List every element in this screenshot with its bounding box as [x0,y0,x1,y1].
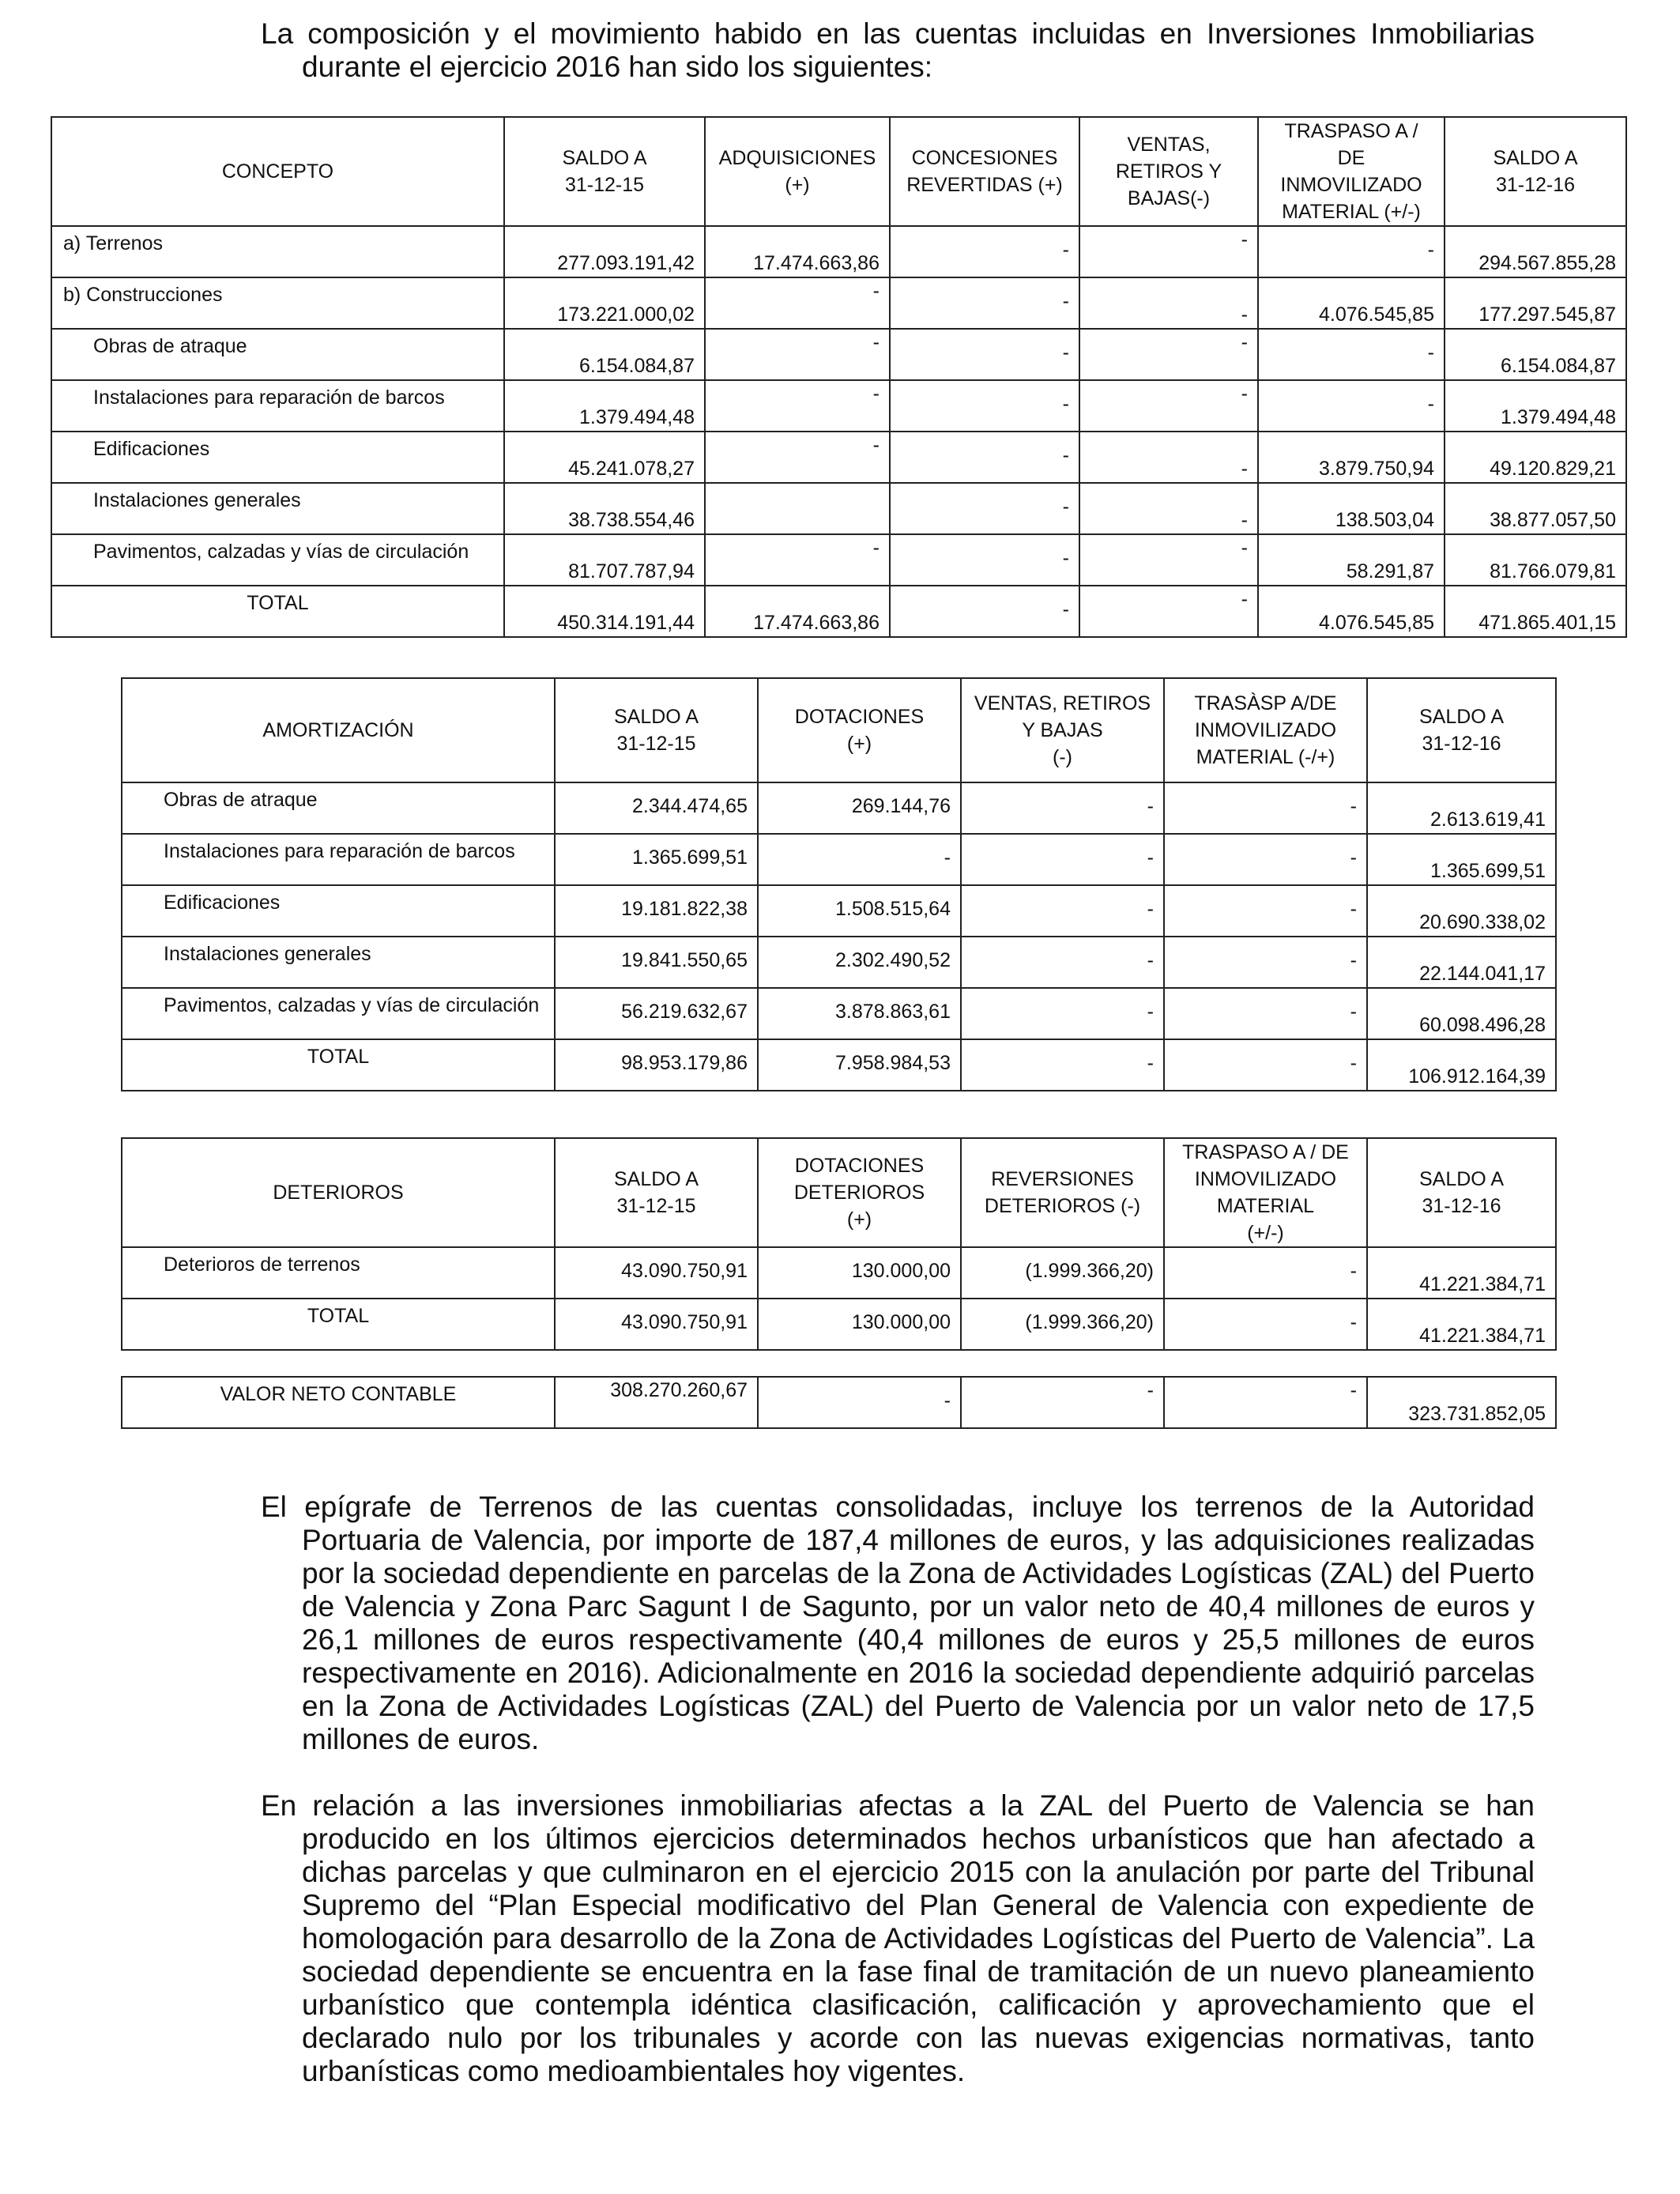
value: 1.379.494,48 [1501,406,1616,428]
value-cell [1164,988,1367,1039]
header-row [51,117,1626,226]
value: 1.365.699,51 [1430,860,1546,882]
value: (1.999.366,20) [1025,1260,1154,1282]
value: 1.365.699,51 [632,846,748,869]
balance-2015: 308.270.260,67 [610,1379,748,1401]
value-cell [1445,432,1626,483]
concept-cell: Edificaciones [51,432,504,483]
value-cell [1445,329,1626,380]
column-header: DOTACIONES DETERIOROS (+) [758,1138,961,1247]
column-header: SALDO A 31-12-15 [504,117,705,226]
value: 4.076.545,85 [1319,303,1434,326]
value-cell [890,380,1079,432]
value: 7.958.984,53 [835,1052,951,1074]
value: - [1350,949,1357,971]
value-cell: - [1147,1379,1154,1401]
value-cell [1164,1247,1367,1299]
value-cell [504,534,705,586]
value: 173.221.000,02 [557,303,695,326]
concept-cell: TOTAL [122,1039,555,1091]
table-row [122,937,1556,988]
value: 4.076.545,85 [1319,612,1434,634]
value-cell [705,277,890,329]
column-header: SALDO A 31-12-16 [1445,117,1626,226]
concept-cell: TOTAL [122,1299,555,1350]
value: - [1427,341,1434,364]
value-cell [1258,226,1445,277]
value-cell [1367,782,1556,834]
value-cell [1258,277,1445,329]
value: - [1350,795,1357,817]
value: 130.000,00 [851,1260,951,1282]
value: - [872,280,880,302]
value: 294.567.855,28 [1478,252,1616,274]
value-cell [1367,1299,1556,1350]
value-cell [504,586,705,637]
amortization-table [121,677,1557,1091]
concept-cell: Instalaciones para reparación de barcos [51,380,504,432]
value-cell [1367,1247,1556,1299]
value-cell [890,483,1079,534]
value-cell [555,1039,758,1091]
value-cell [504,432,705,483]
value: - [1147,949,1154,971]
value-cell [1445,534,1626,586]
concept-cell: VALOR NETO CONTABLE [122,1377,555,1428]
value-cell [758,1039,961,1091]
value-cell [504,329,705,380]
column-header: SALDO A 31-12-15 [555,678,758,782]
value-cell [758,1247,961,1299]
value-cell [961,988,1164,1039]
value: 3.878.863,61 [835,1001,951,1023]
value: 2.613.619,41 [1430,809,1546,831]
concept-cell: Instalaciones para reparación de barcos [122,834,555,885]
value-cell [705,380,890,432]
value: 269.144,76 [851,795,951,817]
table-row [51,226,1626,277]
table-row [51,586,1626,637]
value: - [872,383,880,405]
value-cell [705,329,890,380]
concept-cell: Obras de atraque [51,329,504,380]
concept-cell: Pavimentos, calzadas y vías de circulación [51,534,504,586]
value: - [872,331,880,353]
value-cell: - [1350,1379,1357,1401]
value-cell [758,834,961,885]
value: 106.912.164,39 [1408,1065,1546,1088]
value: 450.314.191,44 [557,612,695,634]
column-header: DOTACIONES (+) [758,678,961,782]
value-cell [1079,432,1258,483]
value-cell [1164,782,1367,834]
value-cell [705,226,890,277]
impairment-table [121,1137,1557,1351]
value: (1.999.366,20) [1025,1311,1154,1333]
value: 19.841.550,65 [621,949,748,971]
table-row [51,277,1626,329]
value: - [1350,1311,1357,1333]
value: - [1147,898,1154,920]
table-row [51,432,1626,483]
value-cell [890,432,1079,483]
value-cell [705,432,890,483]
value: - [1062,547,1069,569]
value-cell [1367,988,1556,1039]
table-row [122,885,1556,937]
column-header: TRASÀSP A/DE INMOVILIZADO MATERIAL (-/+) [1164,678,1367,782]
column-header: VENTAS, RETIROS Y BAJAS(-) [1079,117,1258,226]
value-cell [1079,586,1258,637]
value: 43.090.750,91 [621,1260,748,1282]
value: 45.241.078,27 [568,458,695,480]
table-row [122,1039,1556,1091]
value: - [1350,846,1357,869]
value: - [1241,588,1248,610]
value: 38.877.057,50 [1490,509,1616,531]
value: 1.508.515,64 [835,898,951,920]
value: - [1062,341,1069,364]
value: 277.093.191,42 [557,252,695,274]
value-cell [504,226,705,277]
value: 17.474.663,86 [753,252,880,274]
value: 98.953.179,86 [621,1052,748,1074]
value: 3.879.750,94 [1319,458,1434,480]
concept-cell: Instalaciones generales [122,937,555,988]
value: - [1350,1260,1357,1282]
column-header: AMORTIZACIÓN [122,678,555,782]
column-header: TRASPASO A / DE INMOVILIZADO MATERIAL (+/-) [1164,1138,1367,1247]
value: - [1147,795,1154,817]
value-cell [1367,1039,1556,1091]
value-cell [1258,483,1445,534]
value-cell [504,277,705,329]
value-cell [1258,329,1445,380]
concept-cell: Instalaciones generales [51,483,504,534]
value-cell [555,782,758,834]
value-cell [555,1247,758,1299]
value: - [1350,898,1357,920]
value-cell [1445,483,1626,534]
value-cell [961,834,1164,885]
value: 58.291,87 [1346,560,1434,582]
value-cell [1367,937,1556,988]
value: 1.379.494,48 [579,406,695,428]
column-header: TRASPASO A / DE INMOVILIZADO MATERIAL (+/-) [1258,117,1445,226]
concept-cell: Deterioros de terrenos [122,1247,555,1299]
value: - [872,434,880,456]
table-row [122,988,1556,1039]
value: 81.766.079,81 [1490,560,1616,582]
terrenos-paragraph: El epígrafe de Terrenos de las cuentas consolidadas, incluye los terrenos de la Autoridad Portuaria de Valencia, por importe de 187,4 millones de euros, y las adquisiciones realizadas por la sociedad dependiente en parcelas de la Zona de Actividades Logísticas (ZAL) del Puerto de Valencia y Zona Parc Sagunt I de Sagunto, por un valor neto de 40,4 millones de euros y 26,1 millones de euros respectivamente (40,4 millones de euros y 25,5 millones de euros respectivamente en 2016). Adicionalmente en 2016 la sociedad dependiente adquirió parcelas en la Zona de Actividades Logísticas (ZAL) del Puerto de Valencia por un valor neto de 17,5 millones de euros. [261,1491,1535,1755]
value-cell [1164,834,1367,885]
value: 38.738.554,46 [568,509,695,531]
value-cell [1079,534,1258,586]
value-cell [961,1039,1164,1091]
value: 20.690.338,02 [1419,911,1546,933]
value-cell [1445,226,1626,277]
value: - [1147,846,1154,869]
balance-2016: 323.731.852,05 [1408,1403,1546,1425]
value: 138.503,04 [1335,509,1434,531]
value-cell [961,1247,1164,1299]
table-row [122,1247,1556,1299]
value-cell [555,885,758,937]
investment-movement-table [51,116,1627,638]
value: 49.120.829,21 [1490,458,1616,480]
table-row [122,782,1556,834]
value-cell [1258,380,1445,432]
value-cell [555,834,758,885]
value-cell [758,988,961,1039]
concept-cell: Pavimentos, calzadas y vías de circulación [122,988,555,1039]
value-cell [961,1299,1164,1350]
value-cell [1445,277,1626,329]
value-cell [890,277,1079,329]
value: - [1062,496,1069,518]
column-header: DETERIOROS [122,1138,555,1247]
table-row [51,534,1626,586]
table-row [122,1299,1556,1350]
value-cell [1367,834,1556,885]
value-cell [1445,586,1626,637]
column-header: ADQUISICIONES (+) [705,117,890,226]
value-cell [758,782,961,834]
concept-cell: TOTAL [51,586,504,637]
net-book-value-table [121,1376,1557,1429]
value-cell [1258,432,1445,483]
concept-cell: a) Terrenos [51,226,504,277]
column-header: SALDO A 31-12-16 [1367,1138,1556,1247]
value: - [1241,537,1248,559]
value: - [1241,331,1248,353]
value: 43.090.750,91 [621,1311,748,1333]
value: - [1062,393,1069,415]
value-cell [1079,329,1258,380]
value-cell [1164,885,1367,937]
value-cell [758,1299,961,1350]
value-cell [961,937,1164,988]
value: - [1062,239,1069,261]
value: 2.302.490,52 [835,949,951,971]
column-header: REVERSIONES DETERIOROS (-) [961,1138,1164,1247]
column-header: CONCESIONES REVERTIDAS (+) [890,117,1079,226]
concept-cell: b) Construcciones [51,277,504,329]
value-cell [758,885,961,937]
header-row [122,678,1556,782]
value: 6.154.084,87 [1501,355,1616,377]
value: - [1427,393,1434,415]
value-cell [1164,1299,1367,1350]
value: - [1241,303,1248,326]
value-cell [1079,277,1258,329]
value-cell [890,329,1079,380]
value: 19.181.822,38 [621,898,748,920]
table-row [122,834,1556,885]
table-body [51,226,1626,637]
value: 22.144.041,17 [1419,963,1546,985]
table-row [51,329,1626,380]
zal-paragraph: En relación a las inversiones inmobiliarias afectas a la ZAL del Puerto de Valencia se han producido en los últimos ejercicios determinados hechos urbanísticos que han afectado a dichas parcelas y que culminaron en el ejercicio 2015 con la anulación por parte del Tribunal Supremo del “Plan Especial modificativo del Plan General de Valencia con expediente de homologación para desarrollo de la Zona de Actividades Logísticas del Puerto de Valencia”. La sociedad dependiente se encuentra en la fase final de tramitación de un nuevo planeamiento urbanístico que contempla idéntica clasificación, calificación y aprovechamiento que el declarado nulo por los tribunales y acorde con las nuevas exigencias normativas, tanto urbanísticas como medioambientales hoy vigentes. [261,1789,1535,2087]
column-header: CONCEPTO [51,117,504,226]
value: - [1147,1001,1154,1023]
value: - [944,846,951,869]
value-cell [1079,226,1258,277]
value: 130.000,00 [851,1311,951,1333]
value: - [1062,290,1069,312]
column-header: SALDO A 31-12-15 [555,1138,758,1247]
value-cell [1258,586,1445,637]
value-cell [758,937,961,988]
value-cell [504,380,705,432]
value: - [1350,1001,1357,1023]
value-cell [1445,380,1626,432]
header-row [122,1138,1556,1247]
value: 41.221.384,71 [1419,1325,1546,1347]
value: - [1350,1052,1357,1074]
value: - [1147,1052,1154,1074]
net-book-value-row [122,1377,1556,1428]
value-cell [890,534,1079,586]
value-cell [555,1299,758,1350]
value: - [1241,228,1248,251]
value-cell [890,586,1079,637]
concept-cell: Obras de atraque [122,782,555,834]
value-cell [1164,937,1367,988]
value: - [1241,458,1248,480]
value-cell [890,226,1079,277]
concept-cell: Edificaciones [122,885,555,937]
value: 41.221.384,71 [1419,1273,1546,1295]
table-row [51,483,1626,534]
value-cell [1164,1039,1367,1091]
value-cell [705,586,890,637]
table-row [51,380,1626,432]
column-header: VENTAS, RETIROS Y BAJAS (-) [961,678,1164,782]
value: 60.098.496,28 [1419,1014,1546,1036]
value: - [1062,444,1069,466]
value-cell [705,483,890,534]
value: 6.154.084,87 [579,355,695,377]
value-cell [961,782,1164,834]
value: 2.344.474,65 [632,795,748,817]
value: - [1241,383,1248,405]
value-cell [1079,380,1258,432]
value-cell [1079,483,1258,534]
value: - [1427,239,1434,261]
value: - [1241,509,1248,531]
value-cell [1367,885,1556,937]
value: 177.297.545,87 [1478,303,1616,326]
value-cell [504,483,705,534]
value: 56.219.632,67 [621,1001,748,1023]
value-cell [705,534,890,586]
value-cell [961,885,1164,937]
value-cell [555,937,758,988]
value-cell [555,988,758,1039]
value: 81.707.787,94 [568,560,695,582]
intro-paragraph: La composición y el movimiento habido en las cuentas incluidas en Inversiones Inmobiliarias durante el ejercicio 2016 han sido los siguientes: [261,17,1535,83]
value-cell [1258,534,1445,586]
value: - [872,537,880,559]
table-body [122,1247,1556,1350]
column-header: SALDO A 31-12-16 [1367,678,1556,782]
value: 471.865.401,15 [1478,612,1616,634]
table-body [122,782,1556,1091]
value: - [1062,598,1069,620]
value-cell: - [944,1389,951,1412]
value: 17.474.663,86 [753,612,880,634]
